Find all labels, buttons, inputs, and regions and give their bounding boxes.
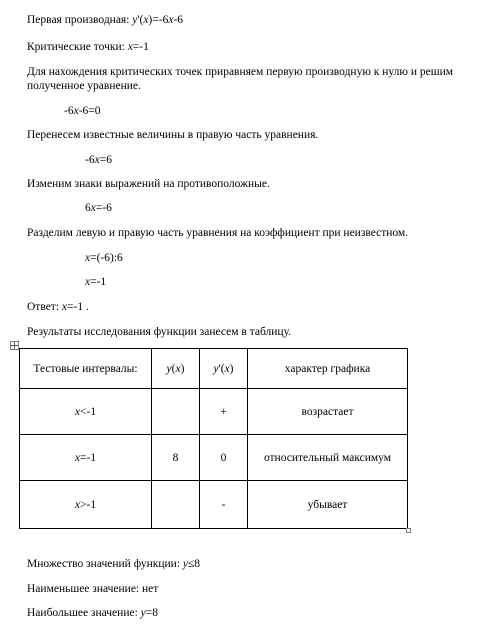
text: (: [171, 362, 176, 375]
text: Критические точки:: [27, 41, 128, 53]
header-character: характер графика: [248, 349, 408, 389]
cell-interval: [20, 435, 152, 481]
header-y: [152, 349, 200, 389]
text: ≤8: [188, 558, 201, 570]
var-y: y: [140, 607, 146, 619]
var-x: x: [74, 405, 81, 418]
paragraph-change-signs: Изменим знаки выражений на противоположные.: [27, 178, 270, 190]
cell-character: относительный максимум: [248, 435, 408, 481]
text: '(: [218, 362, 225, 375]
var-x: x: [61, 301, 68, 313]
equation-3: [85, 201, 112, 215]
cell-character: возрастает: [248, 389, 408, 435]
cell-derivative: -: [200, 481, 248, 529]
text: =8: [145, 607, 159, 619]
range-line: [27, 557, 200, 571]
var-x: x: [74, 451, 81, 464]
header-derivative: [200, 349, 248, 389]
text: Ответ:: [27, 301, 62, 313]
text: Первая производная:: [27, 14, 133, 26]
equation-2: [85, 153, 112, 167]
var-x: x: [73, 105, 79, 117]
text: '(: [137, 14, 144, 26]
paragraph-move-known: Перенесем известные величины в правую часть уравнения.: [27, 129, 319, 141]
cell-y: [152, 481, 200, 529]
var-x: x: [85, 252, 91, 264]
cell-y: 8: [152, 435, 200, 481]
cell-derivative: +: [200, 389, 248, 435]
text: )=-6: [148, 14, 169, 26]
table-row: [20, 481, 408, 529]
var-x: x: [143, 14, 149, 26]
paragraph-divide: Разделим левую и правую часть уравнения на коэффициент при неизвестном.: [27, 227, 409, 239]
text: >-1: [80, 498, 97, 511]
var-y: y: [213, 362, 219, 375]
text: ): [180, 362, 185, 375]
var-x: x: [90, 202, 96, 214]
text: ): [229, 362, 234, 375]
critical-points-line: [27, 40, 149, 54]
text: =-6: [95, 202, 112, 214]
paragraph-table-intro: Результаты исследования функции занесем в таблицу.: [27, 326, 292, 338]
table-resize-handle-icon[interactable]: [406, 528, 411, 533]
var-x: x: [175, 362, 181, 375]
table-move-handle-icon[interactable]: [10, 341, 19, 350]
cell-y: [152, 389, 200, 435]
var-x: x: [168, 14, 174, 26]
max-value-line: [27, 606, 158, 620]
var-y: y: [166, 362, 172, 375]
text: -6: [85, 154, 95, 166]
var-x: x: [127, 41, 133, 53]
text: <-1: [80, 405, 97, 418]
var-y: y: [132, 14, 138, 26]
text: -6: [173, 14, 184, 26]
text: =-1: [90, 276, 107, 288]
var-x: x: [85, 276, 91, 288]
cell-derivative: 0: [200, 435, 248, 481]
header-intervals: Тестовые интервалы:: [20, 349, 152, 389]
results-table: [19, 348, 408, 529]
min-value-line: Наименьшее значение: нет: [27, 583, 159, 595]
cell-interval: [20, 389, 152, 435]
var-x: x: [74, 498, 81, 511]
var-y: y: [182, 558, 188, 570]
var-x: x: [94, 154, 100, 166]
equation-1: [64, 104, 101, 118]
text: -6: [64, 105, 74, 117]
var-x: x: [224, 362, 230, 375]
table-row: [20, 435, 408, 481]
answer-line: [27, 300, 89, 314]
equation-5: [85, 275, 106, 289]
text: =-1 .: [67, 301, 89, 313]
first-derivative-line: [27, 13, 183, 27]
cell-interval: [20, 481, 152, 529]
text: =(-6):6: [90, 252, 123, 264]
table-header-row: [20, 349, 408, 389]
text: =-1: [80, 451, 97, 464]
text: =-1: [132, 41, 149, 53]
cell-character: убывает: [248, 481, 408, 529]
table-row: [20, 389, 408, 435]
text: 6: [85, 202, 91, 214]
text: -6=0: [78, 105, 101, 117]
text: Множество значений функции:: [27, 558, 183, 570]
equation-4: [85, 251, 123, 265]
text: Наибольшее значение:: [27, 607, 141, 619]
text: =6: [99, 154, 112, 166]
paragraph-find-critical: Для нахождения критических точек приравняем первую производную к нулю и решим полученное уравнение.: [27, 66, 454, 92]
